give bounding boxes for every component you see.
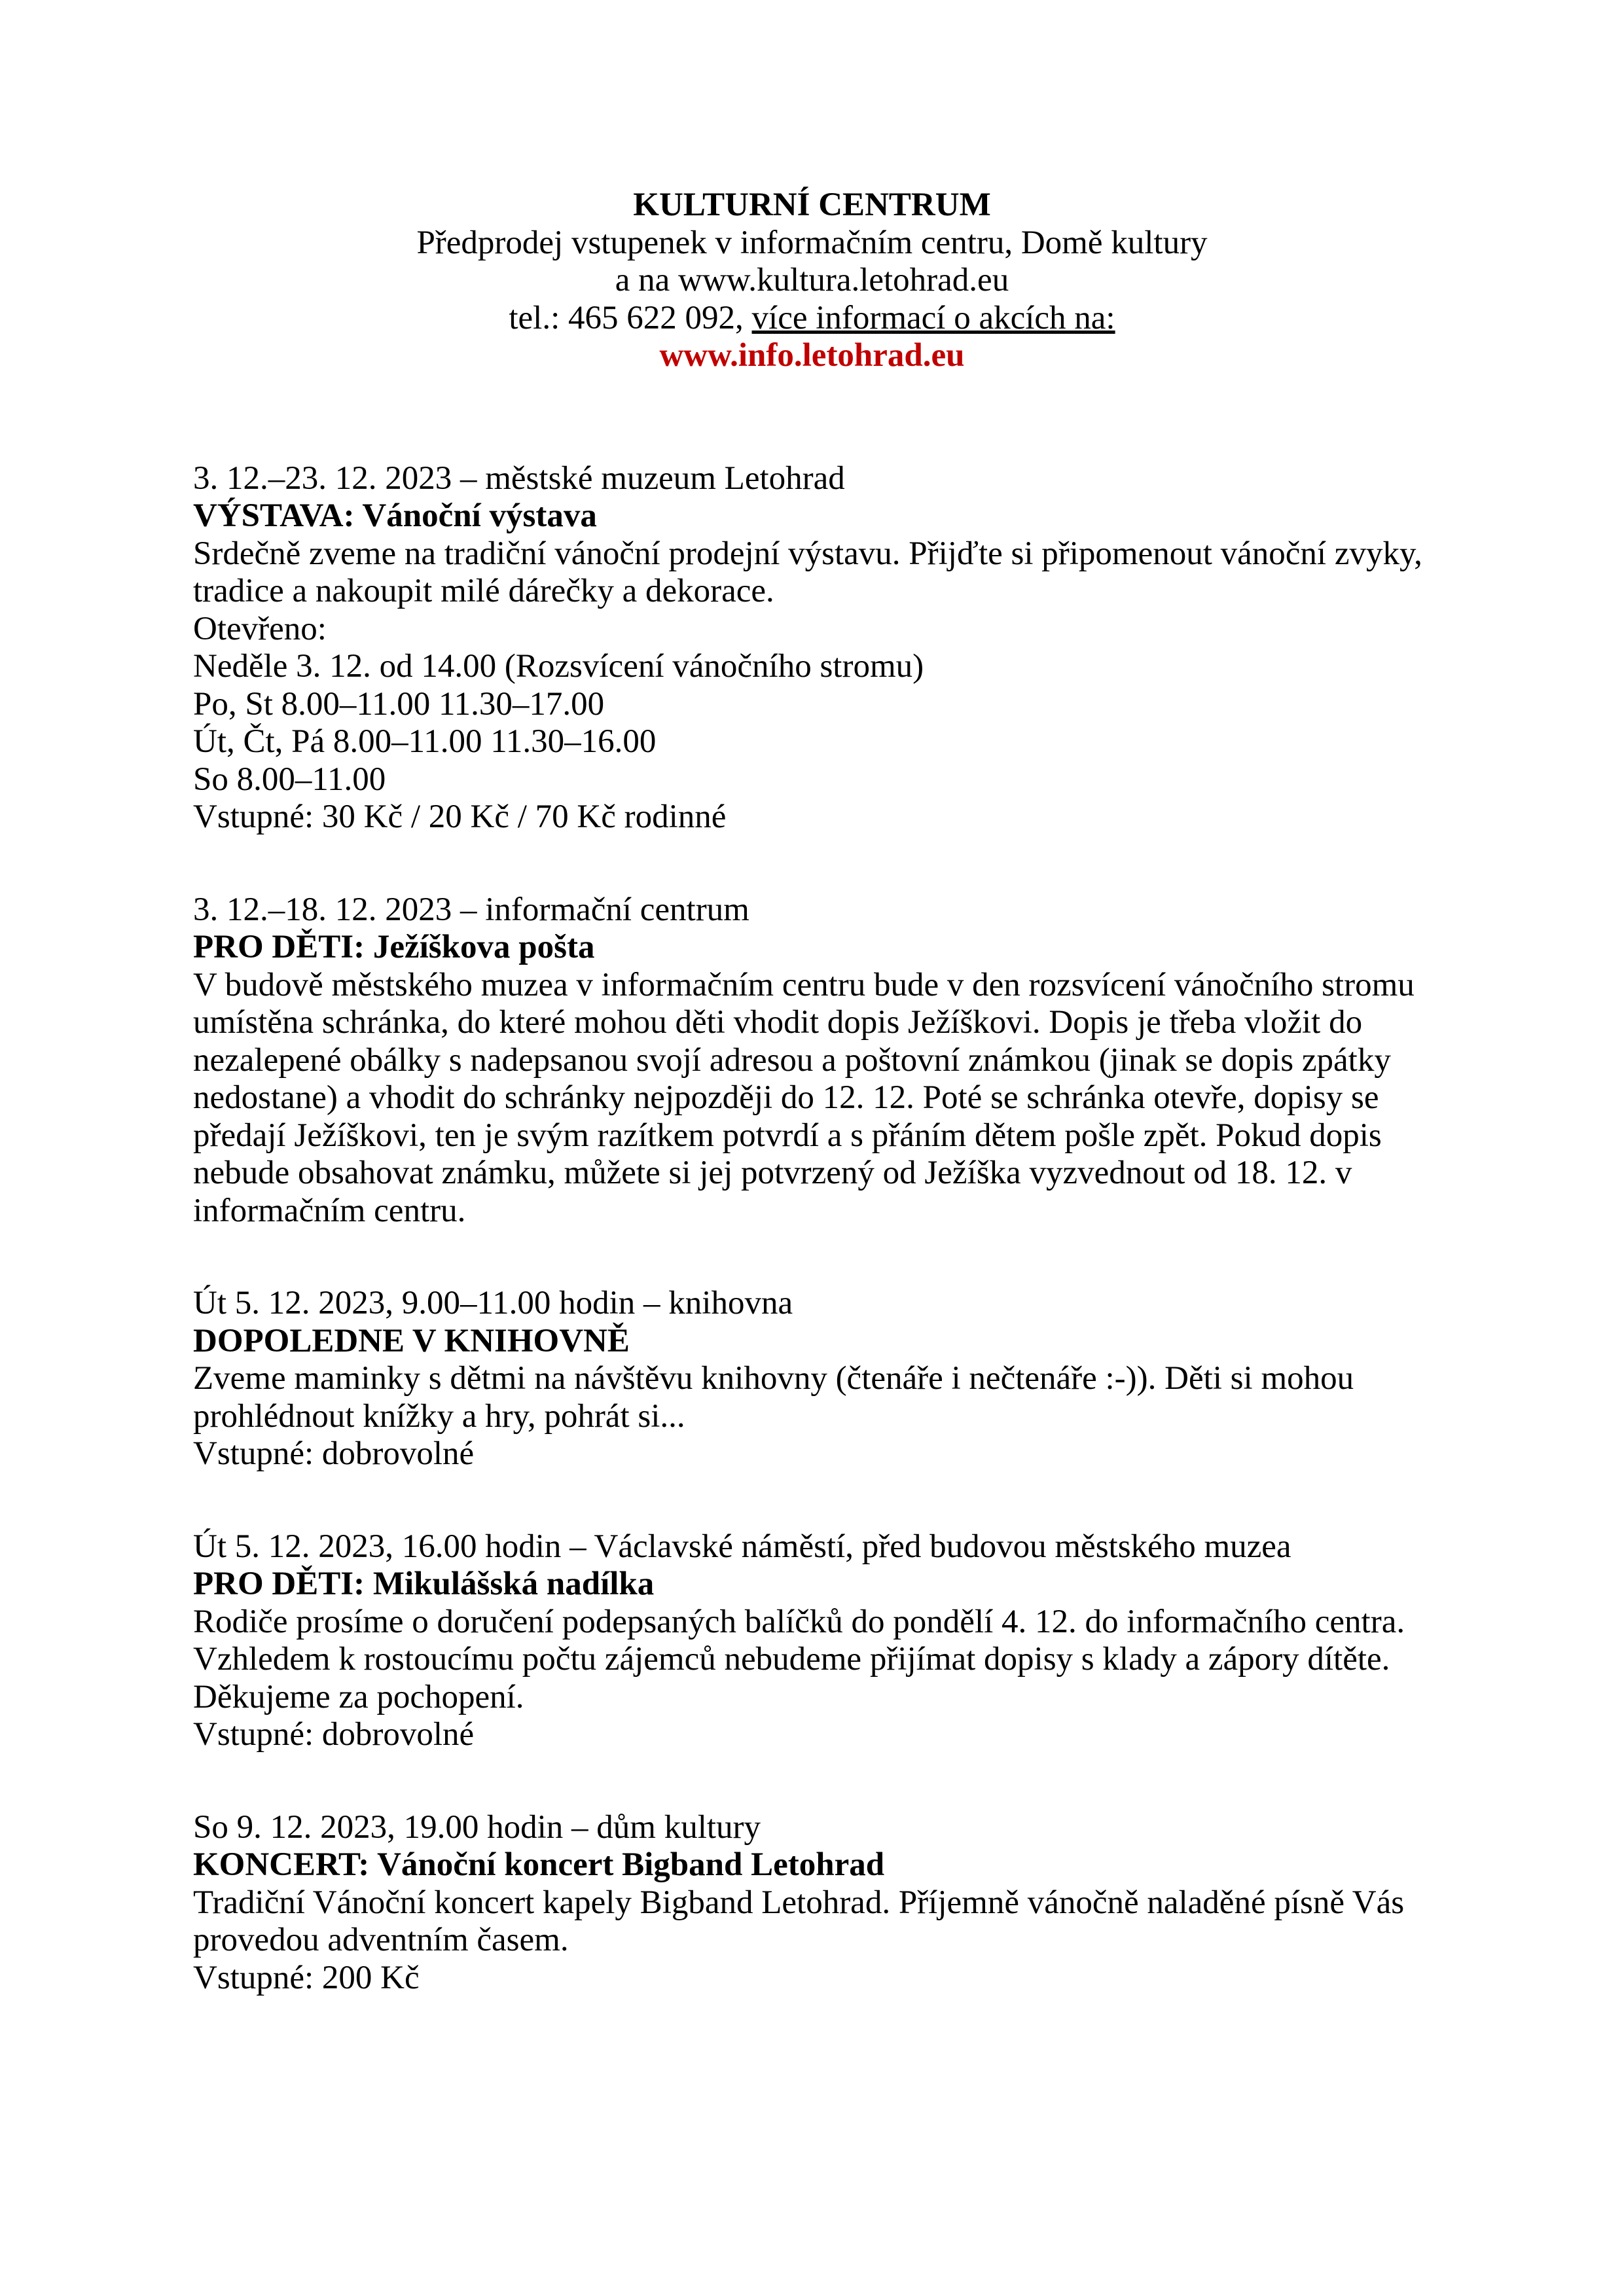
event-date-location: Út 5. 12. 2023, 16.00 hodin – Václavské náměstí, před budovou městského muzea [193,1528,1291,1565]
event-paragraph: So 8.00–11.00 [193,761,386,798]
event-paragraph: Zveme maminky s dětmi na návštěvu knihovny (čtenáře i nečtenáře :-)). Děti si mohou prohlédnout knížky a hry, pohrát si... [193,1360,1354,1435]
tel-text: tel.: 465 622 092, [509,299,752,336]
event-block-dopoledne-v-knihovne [193,1285,1431,1473]
event-paragraph: Vstupné: dobrovolné [193,1435,475,1472]
event-paragraph: Vstupné: 30 Kč / 20 Kč / 70 Kč rodinné [193,798,727,835]
event-date-location: Út 5. 12. 2023, 9.00–11.00 hodin – knihovna [193,1285,793,1321]
event-paragraph: Tradiční Vánoční koncert kapely Bigband Letohrad. Příjemně vánočně naladěné písně Vás provedou adventním časem. [193,1884,1405,1958]
info-website-link: www.info.letohrad.eu [659,337,965,374]
event-paragraph: Rodiče prosíme o doručení podepsaných balíčků do pondělí 4. 12. do informačního centra. Vzhledem k rostoucímu počtu zájemců nebudeme přijímat dopisy s klady a zápory dítěte. Děkujeme za pochopení. [193,1603,1405,1715]
event-block-mikulasska-nadilka [193,1528,1431,1754]
event-paragraph: Vstupné: dobrovolné [193,1716,475,1753]
event-date-location: 3. 12.–18. 12. 2023 – informační centrum [193,891,749,928]
event-title: VÝSTAVA: Vánoční výstava [193,497,597,534]
event-paragraph: Neděle 3. 12. od 14.00 (Rozsvícení vánočního stromu) [193,648,924,685]
event-title: DOPOLEDNE V KNIHOVNĚ [193,1322,630,1359]
event-paragraph: Srdečně zveme na tradiční vánoční prodejní výstavu. Přijďte si připomenout vánoční zvyky, tradice a nakoupit milé dárečky a dekorace. [193,535,1422,609]
page-title: KULTURNÍ CENTRUM [633,187,991,223]
document-header [193,187,1431,375]
event-title: PRO DĚTI: Mikulášská nadílka [193,1566,655,1602]
event-date-location: So 9. 12. 2023, 19.00 hodin – dům kultury [193,1808,761,1846]
events-list [193,460,1431,1998]
event-paragraph: Po, St 8.00–11.00 11.30–17.00 [193,685,605,723]
tel-line [193,300,1431,338]
event-title: PRO DĚTI: Ježíškova pošta [193,929,595,965]
more-info-underlined-text: více informací o akcích na: [751,299,1115,336]
event-block-vanocni-koncert [193,1809,1431,1998]
web-line: a na www.kultura.letohrad.eu [615,262,1009,298]
event-paragraph: Út, Čt, Pá 8.00–11.00 11.30–16.00 [193,723,657,760]
event-paragraph: V budově městského muzea v informačním centru bude v den rozsvícení vánočního stromu umístěna schránka, do které mohou děti vhodit dopis Ježíškovi. Dopis je třeba vložit do nezalepené obálky s nadepsanou svojí adresou a poštovní známkou (jinak se dopis zpátky nedostane) a vhodit do schránky nejpozději do 12. 12. Poté se schránka otevře, dopisy se předají Ježíškovi, ten je svým razítkem potvrdí a s přáním dětem pošle zpět. Pokud dopis nebude obsahovat známku, můžete si jej potvrzený od Ježíška vyzvednout od 18. 12. v informačním centru. [193,966,1415,1229]
event-block-jeziskova-posta [193,891,1431,1230]
event-date-location: 3. 12.–23. 12. 2023 – městské muzeum Letohrad [193,459,845,497]
event-paragraph: Vstupné: 200 Kč [193,1959,420,1996]
event-block-vystava [193,460,1431,836]
event-title: KONCERT: Vánoční koncert Bigband Letohrad [193,1846,885,1883]
presale-line: Předprodej vstupenek v informačním centru, Domě kultury [416,224,1208,261]
event-paragraph: Otevřeno: [193,610,327,647]
